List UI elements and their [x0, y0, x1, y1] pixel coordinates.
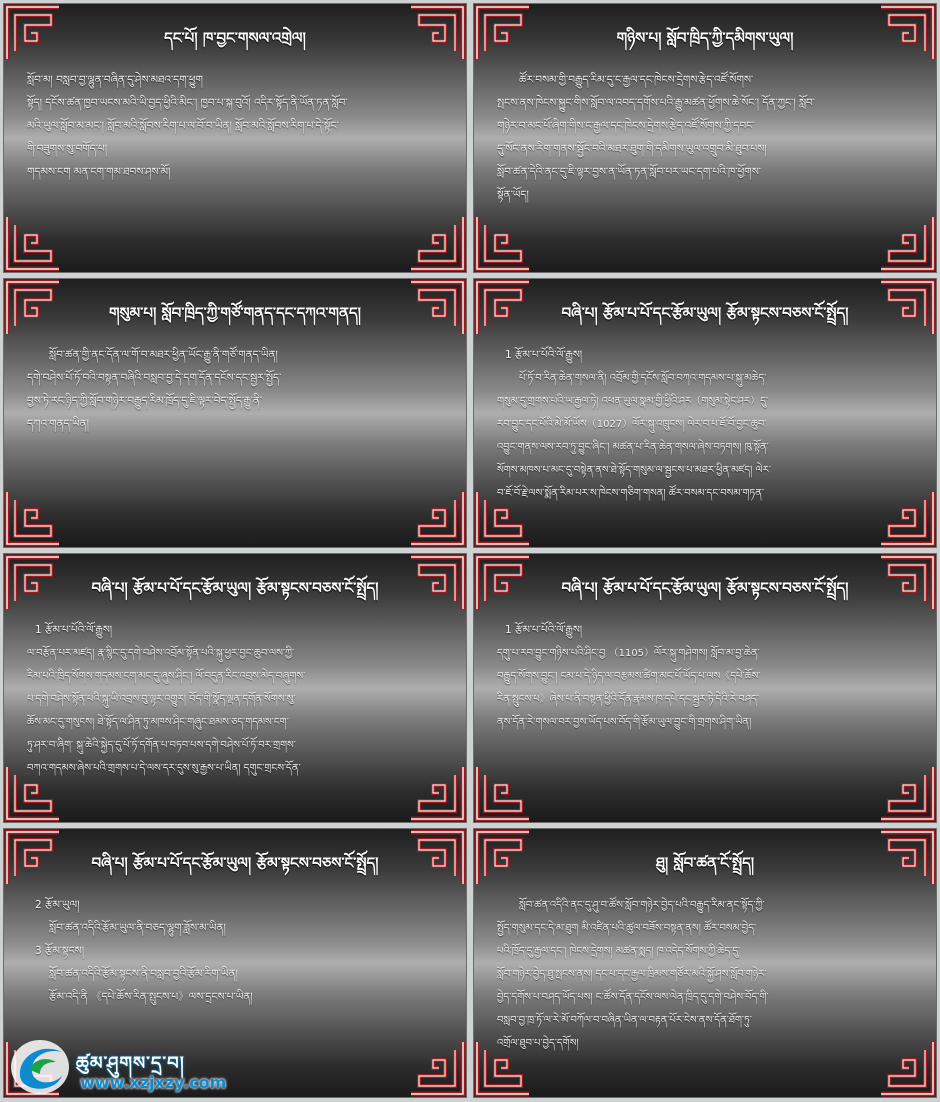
- body-line: བྱས་ཏེ་རང་ཉིད་ཀྱི་སློབ་གཉེར་བརྒྱུད་རིམ་ཁྲོད་དུ་ཇི་ལྟར་བེད་སྤྱོད་རྒྱུ་ནི་: [27, 395, 263, 407]
- corner-ornament: [877, 3, 937, 63]
- body-line: བརྒྱུད་སོགས་བྱུང་། ངམ་པ་དེ་ཉིད་ལ་བརྩམས་ཚིག་མང་པོ་ཡོད་པ་ལས《དཔེ་ཆོས་: [497, 671, 761, 682]
- section-subheading: 1 རྩོམ་པ་པོའི་ལོ་རྒྱུས།: [505, 624, 583, 636]
- slide-4[interactable]: [473, 278, 937, 548]
- corner-ornament: [473, 278, 533, 338]
- body-line: ཚོར་བསམ་གྱི་བརྒྱུད་རིམ་དུ་ང་རྒྱལ་དང་ཁེངས་དྲེགས་རྩེད་འཛོ་སོགས་: [519, 74, 754, 86]
- body-line: གི་བཟུགས་སུ་བགོད་པ།: [27, 143, 108, 155]
- body-line: བཀའ་གདམས་ཞེས་པའི་གྲགས་པ་དེ་ལས་དར་དུས་སུ་རྒྱས་པ་ཡིན། དགུང་གྲངས་དོན་: [27, 763, 301, 774]
- corner-ornament: [473, 828, 533, 888]
- body-line: སློབ་མ། བསླབ་བྱ་ལྷུན་བཞིན་དུ་ཤེས་མཐའ་དག་ཕྱུག: [27, 74, 203, 86]
- body-line: མའི་ཡུལ་སློབ་མ་མང་། སློབ་མའི་སློབས་རིག་པ་ལ་བོ་བ་ཡིན། སློབ་མའི་སློབས་རིག་པ་དེ་སྟོང་: [27, 120, 339, 132]
- slide-title: ཐུ། སློབ་ཚན་ངོ་སྤྲོད།: [655, 854, 755, 872]
- slide-2[interactable]: [473, 3, 937, 273]
- body-line: སློབ་ཚན་གྱི་ནང་དོན་ལ་གོ་བ་མཐར་ཕྱིན་ཡོང་རྒྱུ་ནི་གཙོ་གནད་ཡིན།: [49, 349, 278, 361]
- body-line: ཏུ་ཤར་བ་ཞིག་ སྐུ་ཆེའི་སྐྱེད་དུ་པོ་ཏོ་དགོན་པ་བཏབ་པས་དགེ་བཤེས་པོ་ཏོ་བར་གྲགས་: [27, 740, 296, 751]
- body-line: སྤྱོད་གསུམ་དང་དེ་མ་ཐུག མི་འཛིན་པའི་ཚུལ་བཟོས་བསྟན་ནས། ཚོར་བསམ་བྱེད་: [497, 923, 757, 934]
- body-line: དགུ་པ་རབ་བྱུང་གཉིས་པའི་ཤིང་བྱ （1105）ལོར་སྐུ་གཤེགས། སློབ་མ་བྱ་ཆེན་: [497, 648, 760, 659]
- slide-1[interactable]: [3, 3, 467, 273]
- body-line: བ་ཇོ་བོ་རྗེ་ལས་སྨོན་རིམ་པར་ས་ཁེངས་གཅིག་གསན། ཚོར་བསམ་དང་བསམ་གཏན་: [497, 488, 764, 499]
- slide-6[interactable]: [473, 553, 937, 823]
- slide-title: གཉིས་པ། སློབ་ཁྲིད་ཀྱི་དམིགས་ཡུལ།: [616, 29, 794, 47]
- body-line: པའི་ཁྲོད་དུ་རྒྱལ་དང་། ཁེངས་དྲེགས། མཚན་སྨད། ཁ་འདེད་སོགས་ཀྱི་ཆེད་དུ་: [497, 946, 741, 957]
- body-line: འགྲོལ་ཐུབ་པ་བྱེད་དགོས།: [497, 1038, 579, 1049]
- body-line: བསླབ་བྱ་ཁྲ་ཏོ་ལ་རེ་མོ་བཀོལ་བ་བཞིན་ཡིན་ལ་བརྟན་པོར་ངེས་ནས་དོན་ཐོག་ཏུ་: [497, 1015, 752, 1026]
- corner-ornament: [877, 553, 937, 613]
- section-subheading: 2 རྩོམ་ཡུལ།: [35, 899, 80, 911]
- site-logo[interactable]: [8, 1036, 248, 1098]
- section-subheading: 1 རྩོམ་པ་པོའི་ལོ་རྒྱུས།: [35, 624, 113, 636]
- corner-ornament: [877, 828, 937, 888]
- body-line: སྟོན་ཡོད།: [497, 189, 529, 201]
- slide-body: [497, 894, 915, 1080]
- body-line: གཉེར་བ་མང་པོ་ཞིག་གིས་ང་རྒྱལ་དང་ཁེངས་དྲེགས་རྩེད་འཛོ་སོགས་ཀྱི་དབང་: [497, 120, 755, 132]
- body-line: གསུམ་དུ་གྲགས་པའི་ཡ་རྒྱལ་ཏེ། འཕན་ཡུལ་སྣམ་གྱི་ཕྱིའི་ཤར（གསུམ་སྟེང་ཤར）དུ་: [497, 396, 768, 407]
- corner-ornament: [407, 278, 467, 338]
- body-line: གདམས་ངག མན་ངག་གམ་ཐབས་ཤས་མོ།: [27, 166, 171, 178]
- section-subheading: 3 རྩོམ་སྟངས།: [35, 945, 85, 957]
- slide-title: གསུམ་པ། སློབ་ཁྲིད་ཀྱི་གཙོ་གནད་དང་དཀའ་གནད།: [108, 304, 362, 322]
- slide-title: བཞི་པ། རྩོམ་པ་པོ་དང་རྩོམ་ཡུལ། རྩོམ་སྟངས་བཅས་ངོ་སྤྲོད།: [91, 854, 379, 872]
- corner-ornament: [473, 553, 533, 613]
- slide-title: བཞི་པ། རྩོམ་པ་པོ་དང་རྩོམ་ཡུལ། རྩོམ་སྟངས་བཅས་ངོ་སྤྲོད།: [561, 579, 849, 597]
- corner-ornament: [3, 278, 63, 338]
- slide-body: [497, 69, 915, 255]
- body-line: སློབ་ཚན་འདིའི་རྩོམ་སྟངས་ནི་བསླབ་བྱའི་རྩོམ་རིག་ཡིན།: [49, 968, 238, 980]
- body-line: སྟོད། དངོས་ཚན་ཁྱབ་ཡངས་མའི་ཡི་བྱད་ཕྱིའི་མིང་། ཁྱབ་པ་སྐ་བུའོ། འདིར་སྟོད་ནི་ཡོན་ཏན་སློབ་: [27, 97, 348, 109]
- slide-title: དང་པོ། ཁ་བྱང་གསལ་འགྲེལ།: [164, 29, 306, 47]
- logo-tibetan-text: ཚུམ་ཤུགས་དྲ་བ།: [76, 1053, 185, 1074]
- swirl-logo-icon: [8, 1036, 72, 1098]
- body-line: ཆོས་མང་དུ་གསུངས། ཐེ་སྟོད་ལ་ཤིན་ཏུ་མཁས་ཤིང་གཞུང་ཐམས་ཅད་གདམས་ངག་: [27, 717, 289, 728]
- body-line: དགེ་བཤེས་པོ་ཏོ་བའི་བསྟན་བཞིའི་བསླབ་བྱ་དེ་དག་དོན་དངོས་དང་སྦྱར་སྤྱོད་: [27, 372, 282, 384]
- body-line: ལ་བརྩོན་པར་མཛད། རྣ་སྙིང་དུ་དགེ་བཤེས་འབྲོམ་སྟོན་པའི་སྐུ་ཕྱར་བྱང་ཆུབ་ལས་ཀྱི་: [27, 648, 295, 659]
- body-line: སློབ་ཚན་འདིའི་རྩོམ་ཡུལ་ནི་བཅད་ལྷུག་ཟློས་མ་ཡིན།: [49, 922, 226, 934]
- body-line: འབྱུང་གནས་ལས་རབ་ཏུ་བྱུང་ཞིང་། མཚན་པ་རིན་ཆེན་གསལ་ཞེས་བཏགས། ཁུ་སྟོན་: [497, 442, 769, 453]
- body-line: སློབ་ཚན་དེའི་ནང་དུ་ཇི་ལྟར་བྱས་ན་ཡོན་ཏན་སློབ་པར་ཡང་དག་པའི་ཁ་ཕྱོགས་: [497, 166, 761, 178]
- slide-5[interactable]: [3, 553, 467, 823]
- slide-8[interactable]: [473, 828, 937, 1098]
- slide-body: [27, 344, 445, 530]
- body-line: ནས་དོན་རེ་གསལ་བར་བྱས་ཡོད་པས་བོད་གི་རྩོམ་ཡུལ་བྱུང་གི་གྲགས་ཤིག་ཡིན།: [497, 717, 752, 728]
- body-line: རིམ་པའི་ཁྲིད་སོགས་གདམས་ངག་མང་དུ་ཞུས་ཤིང་། ལོ་བདུན་རིང་འབྲས་མེད་བཞུགས་: [27, 671, 306, 682]
- body-line: སྤངས་ནས་ཁེངས་སྐྱུང་གིས་སློབ་ལ་འབད་དགོས་པའི་རྒྱུ་མཚན་ཕྱོགས་ཆེ་སོང་། དོན་ཀྱང་། སློབ་: [497, 97, 815, 109]
- body-line: སོགས་མཁས་པ་མང་དུ་བསྟེན་ནས་ཐེ་སྟོད་གསུམ་ལ་སྦྱངས་པ་མཐར་ཕྱིན་མཛད། ལེར་: [497, 465, 771, 476]
- slide-body: [27, 619, 445, 805]
- body-line: རིན་སྤུངས་པ》ཞེས་པ་ནི་བསྟན་ཕྱིའི་དོན་རྣམས་ཁ་དཔེ་དང་སྦྱར་ཏེ་དེའི་རེ་བཤད་: [497, 694, 759, 705]
- slide-title: བཞི་པ། རྩོམ་པ་པོ་དང་རྩོམ་ཡུལ། རྩོམ་སྟངས་བཅས་ངོ་སྤྲོད།: [561, 304, 849, 322]
- corner-ornament: [407, 3, 467, 63]
- corner-ornament: [877, 278, 937, 338]
- slide-body: [497, 344, 915, 530]
- corner-ornament: [3, 553, 63, 613]
- slide-title: བཞི་པ། རྩོམ་པ་པོ་དང་རྩོམ་ཡུལ། རྩོམ་སྟངས་བཅས་ངོ་སྤྲོད།: [91, 579, 379, 597]
- body-line: རབ་བྱུང་དང་པོའི་མེ་མོ་ཡོས（1027）ལོར་སྐུ་འཁྲུངས། ལེར་བ་པ་ཇོ་བོ་བྱང་ཆུབ་: [497, 419, 767, 430]
- slide-body: [497, 619, 915, 805]
- body-line: སློབ་ཚན་འདིའི་ནང་དུ་ཤུ་བ་ཚོས་སློབ་གཉེར་བྱེད་པའི་བརྒྱུད་རིམ་ནང་སྟོད་ཀྱི་: [519, 900, 765, 911]
- slide-3[interactable]: [3, 278, 467, 548]
- logo-url[interactable]: www.xzjxzy.com: [80, 1073, 227, 1092]
- body-line: པ་དགེ་བཤེས་སྟོན་པའི་སྐུ་ཡི་འབྲས་བུ་ལྟར་འགྱུར། བོད་གི་སྣོད་ལྡན་དགོན་སོགས་སུ་: [27, 694, 296, 705]
- body-line: བྱེད་དགོས་པ་བཤད་ཡོད་པས། ང་ཚོས་དོན་དངོས་ལས་ལེན་ཁྲིད་དུ་དགེ་བཤེས་བོད་གི་: [497, 992, 769, 1003]
- corner-ornament: [3, 3, 63, 63]
- slide-grid: [3, 3, 937, 1099]
- body-line: དཀའ་གནད་ཡིན།: [27, 418, 89, 430]
- corner-ornament: [407, 828, 467, 888]
- section-subheading: 1 རྩོམ་པ་པོའི་ལོ་རྒྱུས།: [505, 349, 583, 361]
- body-line: པོ་ཏོ་བ་རིན་ཆེན་གསལ་ནི། འབྲོམ་གྱི་དངོས་སློབ་བཀའ་གདམས་པ་སྐུ་མཆེད་: [519, 373, 767, 384]
- body-line: དུ་སོང་ནས་རིག་གནས་སྦྱོང་བའི་མཐར་ཐུག་གི་དམིགས་ཡུལ་འགྲུབ་མི་ཐུབ་པས།: [497, 143, 767, 155]
- slide-body: [27, 69, 445, 255]
- body-line: རྩོམ་འདི་ནི 《དཔེ་ཆོས་རིན་སྤུངས་པ》ལས་དྲངས་པ་ཡིན།: [49, 991, 253, 1003]
- corner-ornament: [473, 3, 533, 63]
- corner-ornament: [3, 828, 63, 888]
- body-line: སློབ་གཉེར་བྱེད་ཐུ་སྤངས་ནས། དང་པ་དང་རྒྱལ་ཁྲིམས་གཙོར་མའི་སྐྱོ་ཤས་སློབ་གཉེར་: [497, 969, 767, 980]
- corner-ornament: [407, 553, 467, 613]
